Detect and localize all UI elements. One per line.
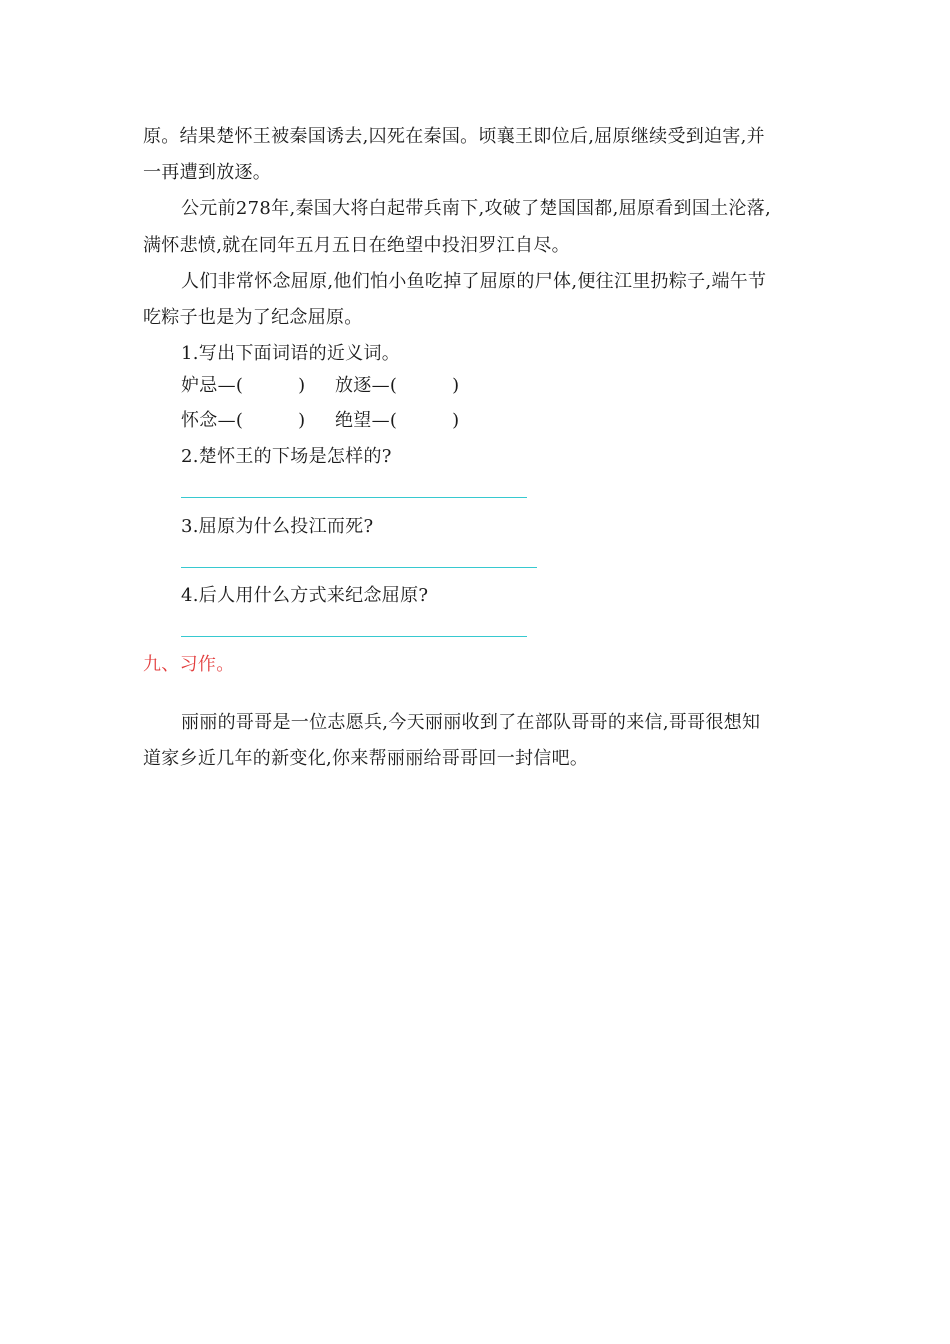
passage-line: 吃粽子也是为了纪念屈原。 xyxy=(143,307,363,328)
answer-line-q4[interactable] xyxy=(181,636,527,637)
writing-prompt-line: 丽丽的哥哥是一位志愿兵,今天丽丽收到了在部队哥哥的来信,哥哥很想知 xyxy=(181,712,761,733)
question-3: 3.屈原为什么投江而死? xyxy=(181,516,374,537)
synonym-item[interactable]: 怀念—( ) xyxy=(181,410,306,431)
question-1: 1.写出下面词语的近义词。 xyxy=(181,343,401,364)
passage-line: 一再遭到放逐。 xyxy=(143,162,272,183)
passage-line: 原。结果楚怀王被秦国诱去,囚死在秦国。顷襄王即位后,屈原继续受到迫害,并 xyxy=(143,126,765,147)
passage-line: 人们非常怀念屈原,他们怕小鱼吃掉了屈原的尸体,便往江里扔粽子,端午节 xyxy=(181,271,767,292)
question-2: 2.楚怀王的下场是怎样的? xyxy=(181,446,392,467)
question-4: 4.后人用什么方式来纪念屈原? xyxy=(181,585,429,606)
writing-prompt-line: 道家乡近几年的新变化,你来帮丽丽给哥哥回一封信吧。 xyxy=(143,748,589,769)
section-heading: 九、习作。 xyxy=(143,654,235,675)
answer-line-q3[interactable] xyxy=(181,567,537,568)
synonym-item[interactable]: 放逐—( ) xyxy=(335,375,460,396)
answer-line-q2[interactable] xyxy=(181,497,527,498)
synonym-item[interactable]: 妒忌—( ) xyxy=(181,375,306,396)
synonym-item[interactable]: 绝望—( ) xyxy=(335,410,460,431)
passage-line: 满怀悲愤,就在同年五月五日在绝望中投汨罗江自尽。 xyxy=(143,235,570,256)
passage-line: 公元前278年,秦国大将白起带兵南下,攻破了楚国国都,屈原看到国土沦落, xyxy=(181,198,772,219)
